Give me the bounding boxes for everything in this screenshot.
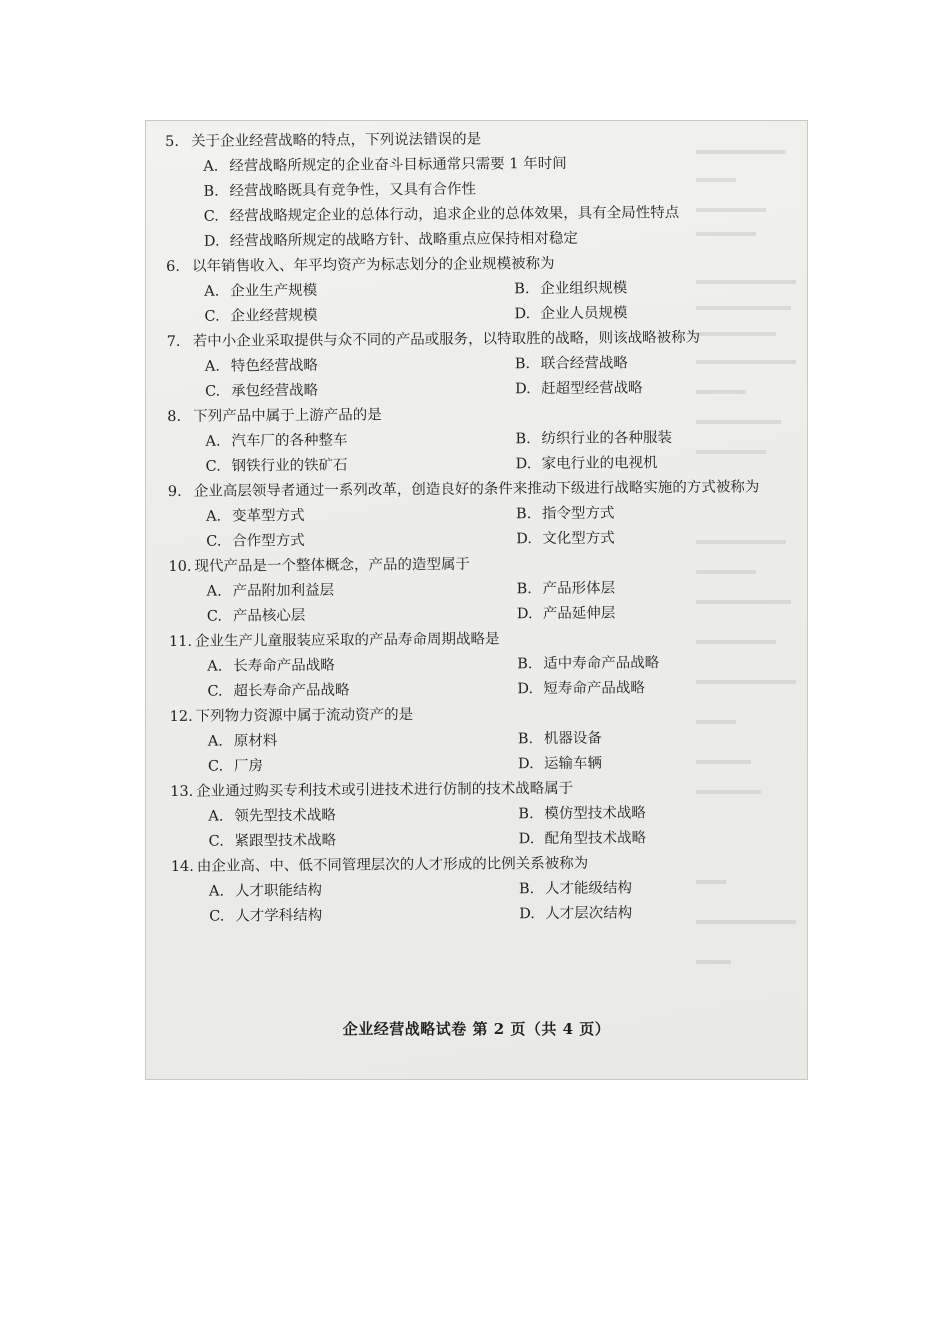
option-letter: C.	[205, 458, 221, 475]
answer-option	[207, 602, 517, 629]
answer-option	[207, 577, 517, 604]
answer-option	[518, 725, 808, 752]
option-letter: C.	[204, 383, 221, 400]
answer-option	[516, 525, 808, 552]
question-number: 11.	[168, 633, 193, 650]
answer-options	[170, 800, 790, 855]
option-letter: A.	[206, 583, 222, 600]
question-block	[167, 325, 788, 405]
option-text: 原材料	[233, 733, 278, 750]
answer-option	[517, 675, 808, 702]
option-letter: B.	[516, 581, 532, 598]
option-text: 人才能级结构	[544, 880, 633, 898]
option-text: 配角型技术战略	[544, 830, 647, 848]
option-text: 经营战略所规定的战略方针、战略重点应保持相对稳定	[229, 230, 578, 250]
option-text: 经营战略既具有竞争性，又具有合作性	[229, 181, 477, 200]
option-text: 人才学科结构	[235, 907, 323, 925]
question-number: 8.	[167, 408, 182, 425]
answer-option	[207, 652, 517, 679]
question-text: 以年销售收入、年平均资产为标志划分的企业规模被称为	[192, 255, 555, 275]
option-text: 模仿型技术战略	[544, 805, 646, 823]
question-text: 关于企业经营战略的特点，下列说法错误的是	[191, 131, 482, 150]
answer-option	[207, 677, 517, 704]
option-letter: A.	[208, 808, 224, 825]
option-letter: B.	[203, 183, 219, 200]
option-letter: B.	[518, 806, 534, 823]
option-text: 企业组织规模	[540, 280, 628, 298]
question-text: 企业高层领导者通过一系列改革，创造良好的条件来推动下级进行战略实施的方式被称为	[193, 479, 760, 500]
option-letter: A.	[204, 283, 220, 300]
answer-option	[209, 902, 519, 929]
option-text: 短寿命产品战略	[543, 680, 645, 698]
option-text: 企业人员规模	[540, 305, 628, 323]
option-letter: B.	[514, 356, 531, 373]
option-letter: C.	[208, 833, 224, 850]
scanned-exam-page	[145, 120, 808, 1080]
question-block	[167, 400, 788, 480]
option-text: 变革型方式	[231, 507, 305, 525]
option-letter: D.	[517, 681, 534, 698]
answer-option	[517, 650, 808, 677]
answer-option	[209, 877, 519, 904]
question-block	[165, 125, 786, 255]
question-text: 下列产品中属于上游产品的是	[193, 407, 382, 425]
answer-option	[206, 452, 516, 479]
answer-option	[515, 350, 808, 377]
question-text: 由企业高、中、低不同管理层次的人才形成的比例关系被称为	[196, 855, 589, 875]
answer-option	[517, 600, 808, 627]
option-letter: C.	[207, 758, 224, 775]
question-block	[170, 775, 791, 855]
option-letter: D.	[517, 756, 534, 773]
question-block	[169, 625, 790, 705]
option-letter: A.	[205, 508, 222, 525]
option-letter: B.	[517, 656, 533, 673]
answer-options	[165, 150, 786, 255]
question-block	[168, 550, 789, 630]
option-letter: D.	[515, 456, 532, 473]
option-text: 运输车辆	[543, 755, 603, 773]
option-letter: C.	[207, 683, 223, 700]
option-text: 机器设备	[543, 730, 602, 748]
answer-option	[208, 802, 518, 829]
option-text: 合作型方式	[232, 532, 305, 550]
question-number: 6.	[166, 258, 180, 275]
option-letter: A.	[205, 433, 221, 450]
answer-option	[205, 352, 515, 379]
option-text: 厂房	[233, 758, 264, 775]
option-text: 文化型方式	[542, 530, 615, 548]
question-text: 企业生产儿童服装应采取的产品寿命周期战略是	[194, 631, 500, 650]
answer-option	[208, 827, 518, 854]
option-letter: A.	[208, 883, 225, 900]
option-text: 人才层次结构	[545, 905, 633, 923]
answer-options	[167, 425, 787, 480]
option-text: 赶超型经营战略	[540, 380, 643, 398]
answer-option	[519, 900, 808, 927]
answer-option	[515, 425, 808, 452]
answer-option	[206, 527, 516, 554]
option-letter: D.	[519, 906, 535, 923]
answer-option	[208, 752, 518, 779]
option-letter: A.	[203, 158, 219, 175]
question-block	[171, 850, 792, 930]
option-text: 经营战略规定企业的总体行动，追求企业的总体效果，具有全局性特点	[229, 204, 680, 225]
question-number: 12.	[169, 708, 193, 725]
question-number: 7.	[166, 333, 181, 350]
question-number: 13.	[170, 783, 194, 800]
answer-options	[171, 875, 791, 930]
question-text: 现代产品是一个整体概念，产品的造型属于	[194, 556, 470, 575]
option-text: 产品核心层	[232, 607, 306, 625]
answer-options	[170, 725, 790, 780]
option-letter: C.	[206, 533, 222, 550]
option-letter: B.	[518, 881, 535, 898]
option-letter: D.	[514, 381, 531, 398]
option-letter: C.	[206, 608, 223, 625]
answer-options	[166, 275, 786, 330]
option-text: 紧跟型技术战略	[234, 832, 337, 850]
option-text: 领先型技术战略	[234, 807, 336, 825]
option-text: 产品形体层	[542, 580, 616, 598]
answer-options	[168, 500, 788, 555]
option-text: 人才职能结构	[234, 882, 323, 900]
option-text: 产品附加利益层	[232, 582, 335, 600]
answer-option	[206, 502, 516, 529]
answer-option	[514, 300, 808, 327]
option-letter: A.	[207, 658, 223, 675]
answer-option	[515, 375, 808, 402]
answer-option	[204, 277, 514, 304]
option-text: 企业经营规模	[230, 307, 318, 325]
answer-option	[518, 825, 808, 852]
option-text: 长寿命产品战略	[233, 657, 335, 675]
question-text: 下列物力资源中属于流动资产的是	[195, 707, 414, 725]
question-block	[170, 700, 791, 780]
option-letter: D.	[514, 306, 531, 323]
option-letter: A.	[207, 733, 223, 750]
answer-options	[169, 575, 789, 630]
answer-option	[516, 500, 808, 527]
exam-question-list	[165, 125, 791, 930]
answer-option	[517, 575, 808, 602]
option-text: 汽车厂的各种整车	[231, 432, 348, 450]
page-footer: 企业经营战略试卷 第 2 页（共 4 页）	[342, 1020, 611, 1038]
option-text: 联合经营战略	[540, 355, 628, 373]
answer-option	[205, 427, 515, 454]
answer-option	[204, 302, 514, 329]
option-letter: D.	[203, 233, 220, 250]
option-text: 适中寿命产品战略	[543, 655, 660, 673]
option-letter: D.	[518, 831, 535, 848]
question-text: 若中小企业采取提供与众不同的产品或服务，以特取胜的战略，则该战略被称为	[192, 329, 701, 350]
answer-option	[518, 800, 808, 827]
question-block	[168, 475, 789, 555]
option-letter: D.	[516, 606, 533, 623]
option-letter: C.	[209, 908, 225, 925]
option-text: 企业生产规模	[230, 282, 318, 300]
option-letter: B.	[514, 281, 530, 298]
question-number: 5.	[165, 133, 180, 150]
question-number: 10.	[168, 558, 192, 575]
answer-option	[514, 275, 808, 302]
option-text: 特色经营战略	[230, 357, 318, 375]
option-text: 经营战略所规定的企业奋斗目标通常只需要 1 年时间	[229, 155, 567, 175]
question-text: 企业通过购买专利技术或引进技术进行仿制的技术战略属于	[196, 780, 574, 800]
option-text: 钢铁行业的铁矿石	[231, 457, 348, 475]
option-text: 超长寿命产品战略	[233, 682, 350, 700]
question-number: 9.	[167, 483, 182, 500]
option-letter: B.	[515, 506, 532, 523]
answer-option	[518, 750, 808, 777]
answer-options	[169, 650, 789, 705]
option-text: 产品延伸层	[542, 605, 616, 623]
option-letter: C.	[204, 308, 220, 325]
option-text: 纺织行业的各种服装	[541, 430, 672, 448]
option-letter: C.	[203, 208, 219, 225]
answer-options	[167, 350, 787, 405]
option-letter: B.	[515, 431, 531, 448]
answer-option	[205, 377, 515, 404]
answer-option	[208, 727, 518, 754]
option-text: 指令型方式	[541, 505, 615, 523]
option-letter: A.	[204, 358, 221, 375]
option-letter: D.	[516, 531, 533, 548]
option-text: 承包经营战略	[230, 382, 319, 400]
option-text: 家电行业的电视机	[541, 455, 658, 473]
question-block	[166, 250, 787, 330]
answer-option	[516, 450, 808, 477]
option-letter: B.	[517, 731, 534, 748]
answer-option	[519, 875, 808, 902]
question-number: 14.	[170, 858, 194, 875]
